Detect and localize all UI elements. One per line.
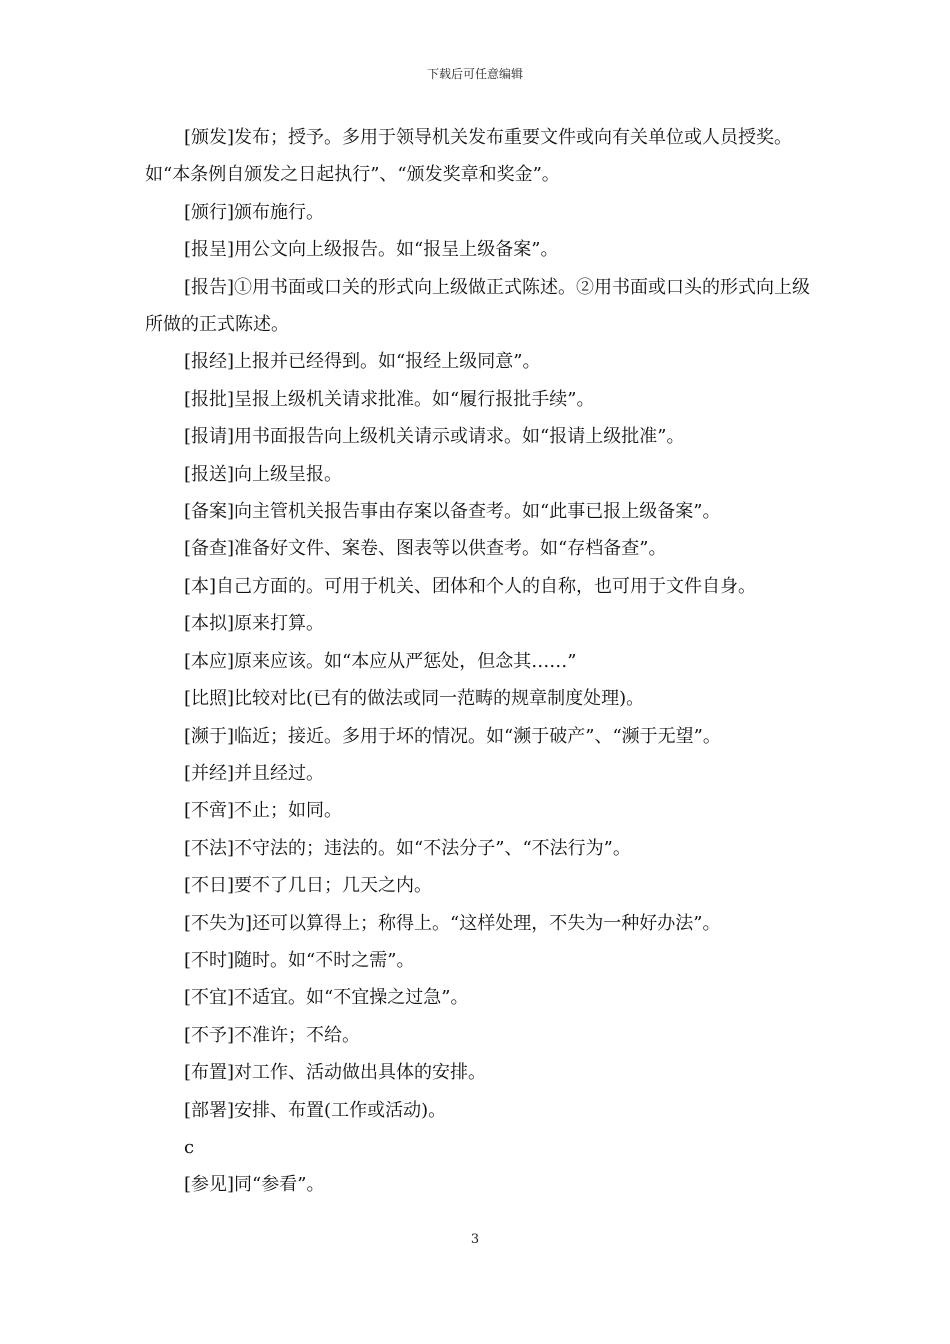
entry: [报批]呈报上级机关请求批准。如“履行报批手续”。 [184,388,595,410]
entry: [报请]用书面报告向上级机关请示或请求。如“报请上级批准”。 [184,426,685,448]
entry: [不啻]不止；如同。 [184,800,343,822]
entry: [报告]①用书面或口关的形式向上级做正式陈述。②用书面或口头的形式向上级所做的正式陈述。 [145,276,811,336]
entry: [不日]要不了几日；几天之内。 [184,875,433,897]
entry: [备案]向主管机关报告事由存案以备查考。如“此事已报上级备案”。 [184,501,721,523]
entry: [布置]对工作、活动做出具体的安排。 [184,1062,487,1084]
section-letter: c [184,1136,195,1158]
entry: [备查]准备好文件、案卷、图表等以供查考。如“存档备查”。 [184,538,667,560]
entry: [不法]不守法的；违法的。如“不法分子”、“不法行为”。 [184,837,631,859]
entry: [不时]随时。如“不时之需”。 [184,949,415,971]
entry: [并经]并且经过。 [184,762,325,784]
glossary-content [145,119,813,1204]
entry: [不宜]不适宜。如“不宜操之过急”。 [184,987,469,1009]
entry: [濒于]临近；接近。多用于坏的情况。如“濒于破产”、“濒于无望”。 [184,725,721,747]
page-header: 下载后可任意编辑 [426,67,523,81]
entry: [比照]比较对比(已有的做法或同一范畴的规章制度处理)。 [184,688,645,710]
entry: [颁行]颁布施行。 [184,201,325,223]
entry: [部署]安排、布置(工作或活动)。 [184,1099,447,1121]
entry: [不予]不准许；不给。 [184,1024,361,1046]
entry: [颁发]发布；授予。多用于领导机关发布重要文件或向有关单位或人员授奖。如“本条例自颁发之日起执行”、“颁发奖章和奖金”。 [145,127,793,186]
entry: [本拟]原来打算。 [184,613,325,635]
entry: [报送]向上级呈报。 [184,463,343,485]
entry: [不失为]还可以算得上；称得上。“这样处理，不失为一种好办法”。 [184,912,721,934]
entry: [本应]原来应该。如“本应从严惩处，但念其……” [184,650,577,672]
entry: [报经]上报并已经得到。如“报经上级同意”。 [184,351,541,373]
page-number: 3 [470,1232,480,1247]
entry: [报呈]用公文向上级报告。如“报呈上级备案”。 [184,239,559,261]
entry: [参见]同“参看”。 [184,1174,325,1196]
entry: [本]自己方面的。可用于机关、团体和个人的自称，也可用于文件自身。 [184,575,757,597]
